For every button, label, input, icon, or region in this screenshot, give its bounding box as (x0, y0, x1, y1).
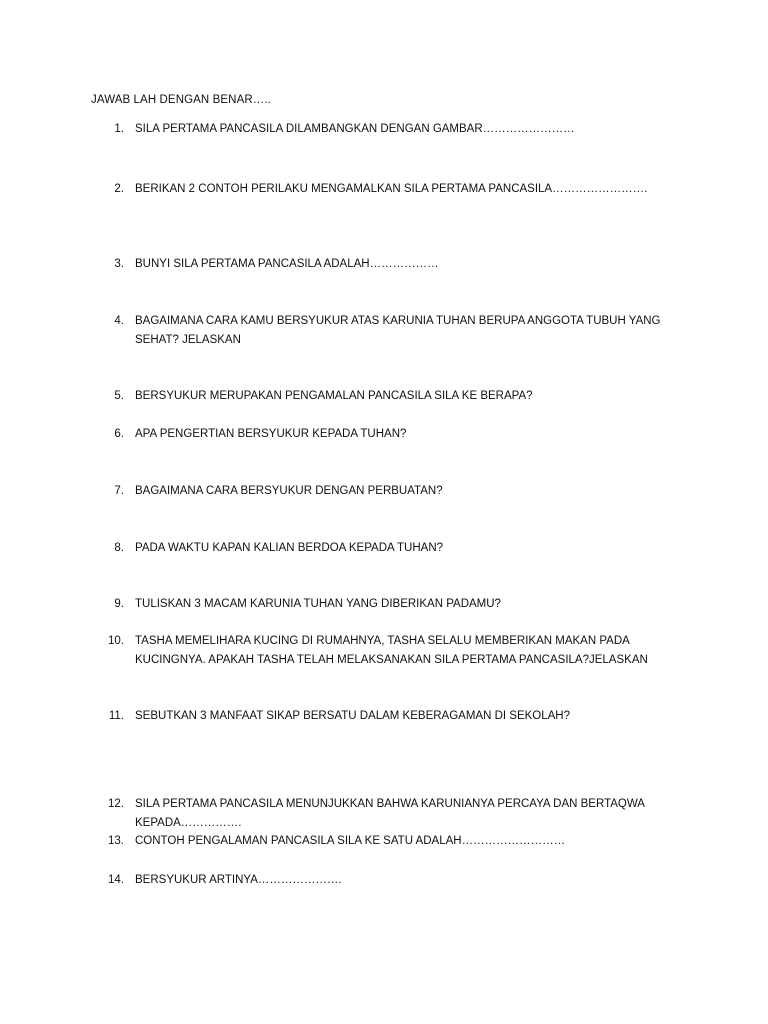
question-text: TASHA MEMELIHARA KUCING DI RUMAHNYA, TASHA SELALU MEMBERIKAN MAKAN PADA KUCINGNYA. APAKAH TASHA TELAH MELAKSANAKAN SILA PERTAMA PANCASILA?JELASKAN (135, 635, 648, 666)
question-number: 2. (114, 183, 124, 195)
question-text: SILA PERTAMA PANCASILA MENUNJUKKAN BAHWA KARUNIANYA PERCAYA DAN BERTAQWA KEPADA……………. (135, 798, 645, 829)
question-number: 13. (108, 835, 124, 847)
question-number: 14. (108, 874, 124, 886)
question-text: CONTOH PENGALAMAN PANCASILA SILA KE SATU ADALAH……………………… (135, 835, 566, 847)
question-number: 12. (108, 798, 124, 810)
question-number: 10. (108, 635, 124, 647)
question-text: APA PENGERTIAN BERSYUKUR KEPADA TUHAN? (135, 428, 407, 440)
question-text: BUNYI SILA PERTAMA PANCASILA ADALAH……………… (135, 258, 439, 270)
question-text: SILA PERTAMA PANCASILA DILAMBANGKAN DENGAN GAMBAR…………………… (135, 123, 575, 135)
question-text: BAGAIMANA CARA BERSYUKUR DENGAN PERBUATAN? (135, 485, 443, 497)
question-text: PADA WAKTU KAPAN KALIAN BERDOA KEPADA TUHAN? (135, 542, 444, 554)
question-number: 5. (114, 390, 124, 402)
question-text: BERIKAN 2 CONTOH PERILAKU MENGAMALKAN SILA PERTAMA PANCASILA……………………. (135, 183, 648, 195)
worksheet-heading: JAWAB LAH DENGAN BENAR….. (91, 94, 271, 106)
question-text: TULISKAN 3 MACAM KARUNIA TUHAN YANG DIBERIKAN PADAMU? (135, 598, 501, 610)
question-number: 3. (114, 258, 124, 270)
question-text: SEBUTKAN 3 MANFAAT SIKAP BERSATU DALAM KEBERAGAMAN DI SEKOLAH? (135, 710, 570, 722)
question-text: BERSYUKUR ARTINYA…………………. (135, 874, 342, 886)
question-number: 6. (114, 428, 124, 440)
question-text: BAGAIMANA CARA KAMU BERSYUKUR ATAS KARUNIA TUHAN BERUPA ANGGOTA TUBUH YANG SEHAT? JELASKAN (135, 315, 661, 346)
question-number: 9. (114, 598, 124, 610)
question-number: 1. (114, 123, 124, 135)
question-text: BERSYUKUR MERUPAKAN PENGAMALAN PANCASILA SILA KE BERAPA? (135, 390, 533, 402)
question-number: 4. (114, 315, 124, 327)
question-number: 7. (114, 485, 124, 497)
question-number: 11. (108, 710, 124, 722)
question-number: 8. (114, 542, 124, 554)
